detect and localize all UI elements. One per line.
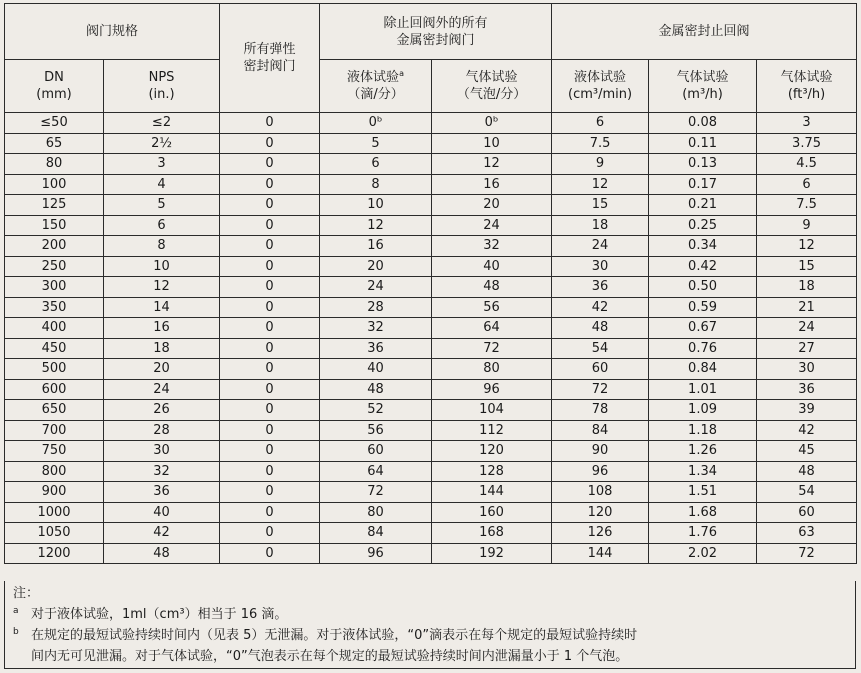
check-gas-ft3-cell: 45	[757, 441, 857, 462]
resilient-cell: 0	[220, 502, 320, 523]
check-gas-ft3-cell: 3	[757, 113, 857, 134]
nps-cell: 12	[104, 277, 220, 298]
dn-cell: 700	[5, 420, 104, 441]
gas-bubbles-cell: 192	[432, 543, 552, 564]
check-gas-m3-cell: 0.50	[649, 277, 757, 298]
check-gas-ft3-cell: 18	[757, 277, 857, 298]
table-row	[5, 379, 857, 400]
liquid-drops-cell: 80	[320, 502, 432, 523]
resilient-seal-line1: 所有弹性	[243, 42, 296, 57]
nps-cell: ≤2	[104, 113, 220, 134]
check-liquid-header	[552, 60, 649, 113]
resilient-cell: 0	[220, 113, 320, 134]
dn-cell: 750	[5, 441, 104, 462]
nps-cell: 14	[104, 297, 220, 318]
resilient-cell: 0	[220, 400, 320, 421]
check-liquid-cell: 9	[552, 154, 649, 175]
check-gas-ft3-cell: 60	[757, 502, 857, 523]
table-row	[5, 523, 857, 544]
dn-cell: 1000	[5, 502, 104, 523]
table-row	[5, 236, 857, 257]
table-row	[5, 113, 857, 134]
check-liquid-unit: (cm³/min)	[568, 87, 633, 102]
check-liquid-cell: 96	[552, 461, 649, 482]
dn-cell: 600	[5, 379, 104, 400]
dn-cell: 250	[5, 256, 104, 277]
check-liquid-cell: 144	[552, 543, 649, 564]
liquid-drops-cell: 84	[320, 523, 432, 544]
gas-bubbles-cell: 72	[432, 338, 552, 359]
dn-cell: 650	[5, 400, 104, 421]
nps-cell: 2½	[104, 133, 220, 154]
check-gas-m3-cell: 0.13	[649, 154, 757, 175]
gas-bubbles-cell: 168	[432, 523, 552, 544]
check-gas-ft3-unit: (ft³/h)	[787, 87, 826, 102]
table-row	[5, 297, 857, 318]
resilient-seal-header	[220, 4, 320, 113]
liquid-drops-cell: 10	[320, 195, 432, 216]
metal-check-valve-header: 金属密封止回阀	[552, 4, 857, 60]
check-gas-m3-cell: 0.08	[649, 113, 757, 134]
nps-header	[104, 60, 220, 113]
liquid-drops-cell: 72	[320, 482, 432, 503]
nps-cell: 20	[104, 359, 220, 380]
liquid-drops-cell: 12	[320, 215, 432, 236]
liquid-test-unit: （滴/分）	[347, 87, 404, 102]
nps-cell: 3	[104, 154, 220, 175]
table-row	[5, 318, 857, 339]
check-gas-ft3-cell: 54	[757, 482, 857, 503]
dn-header	[5, 60, 104, 113]
check-gas-m3-cell: 1.76	[649, 523, 757, 544]
dn-cell: 300	[5, 277, 104, 298]
table-header	[5, 4, 857, 113]
note-a	[13, 604, 847, 625]
dn-cell: 1200	[5, 543, 104, 564]
check-gas-m3-cell: 0.59	[649, 297, 757, 318]
table-row	[5, 256, 857, 277]
table-row	[5, 154, 857, 175]
check-gas-ft3-label: 气体试验	[780, 70, 833, 85]
check-gas-ft3-cell: 3.75	[757, 133, 857, 154]
check-liquid-cell: 30	[552, 256, 649, 277]
table-row	[5, 420, 857, 441]
check-gas-ft3-cell: 4.5	[757, 154, 857, 175]
check-gas-m3-cell: 2.02	[649, 543, 757, 564]
check-gas-m3-cell: 0.34	[649, 236, 757, 257]
note-b-text-line2: 间内无可见泄漏。对于气体试验，“0”气泡表示在每个规定的最短试验持续时间内泄漏量小于 1 个气泡。	[31, 649, 629, 664]
nps-cell: 10	[104, 256, 220, 277]
table-notes	[4, 581, 856, 669]
check-gas-ft3-cell: 36	[757, 379, 857, 400]
check-liquid-label: 液体试验	[574, 70, 627, 85]
nps-cell: 32	[104, 461, 220, 482]
check-gas-m3-cell: 1.01	[649, 379, 757, 400]
dn-cell: 800	[5, 461, 104, 482]
dn-cell: 900	[5, 482, 104, 503]
table-row	[5, 277, 857, 298]
liquid-drops-cell: 20	[320, 256, 432, 277]
check-liquid-cell: 78	[552, 400, 649, 421]
note-b-mark: b	[13, 627, 19, 637]
nps-cell: 5	[104, 195, 220, 216]
liquid-drops-cell: 56	[320, 420, 432, 441]
valve-spec-header: 阀门规格	[5, 4, 220, 60]
check-gas-m3-cell: 1.26	[649, 441, 757, 462]
liquid-test-label: 液体试验	[347, 70, 400, 85]
check-gas-m3-cell: 1.09	[649, 400, 757, 421]
table-row	[5, 482, 857, 503]
liquid-drops-cell: 96	[320, 543, 432, 564]
resilient-cell: 0	[220, 482, 320, 503]
check-liquid-cell: 108	[552, 482, 649, 503]
check-gas-m3-label: 气体试验	[676, 70, 729, 85]
liquid-test-line1	[320, 69, 431, 86]
dn-label: DN	[44, 70, 64, 85]
check-gas-m3-cell: 1.51	[649, 482, 757, 503]
resilient-cell: 0	[220, 256, 320, 277]
nps-cell: 16	[104, 318, 220, 339]
gas-bubbles-cell: 0ᵇ	[432, 113, 552, 134]
dn-cell: 125	[5, 195, 104, 216]
gas-bubbles-cell: 120	[432, 441, 552, 462]
nps-cell: 8	[104, 236, 220, 257]
nps-cell: 26	[104, 400, 220, 421]
resilient-cell: 0	[220, 133, 320, 154]
gas-bubbles-cell: 80	[432, 359, 552, 380]
dn-cell: 450	[5, 338, 104, 359]
gas-bubbles-cell: 40	[432, 256, 552, 277]
dn-cell: 1050	[5, 523, 104, 544]
note-b-text-line1: 在规定的最短试验持续时间内（见表 5）无泄漏。对于液体试验，“0”滴表示在每个规定的最短试验持续时	[31, 628, 638, 643]
table-row	[5, 543, 857, 564]
table-row	[5, 133, 857, 154]
check-gas-ft3-cell: 7.5	[757, 195, 857, 216]
resilient-cell: 0	[220, 420, 320, 441]
check-liquid-cell: 18	[552, 215, 649, 236]
metal-seal-header	[320, 4, 552, 60]
check-liquid-cell: 15	[552, 195, 649, 216]
liquid-drops-cell: 60	[320, 441, 432, 462]
check-gas-m3-cell: 0.21	[649, 195, 757, 216]
notes-title: 注：	[13, 586, 40, 601]
table-row	[5, 359, 857, 380]
liquid-drops-cell: 28	[320, 297, 432, 318]
dn-cell: 65	[5, 133, 104, 154]
table-row	[5, 195, 857, 216]
check-gas-ft3-cell: 21	[757, 297, 857, 318]
dn-cell: 500	[5, 359, 104, 380]
dn-cell: 80	[5, 154, 104, 175]
check-gas-ft3-cell: 12	[757, 236, 857, 257]
leakage-rate-table	[4, 3, 857, 564]
table-row	[5, 215, 857, 236]
check-liquid-cell: 72	[552, 379, 649, 400]
resilient-cell: 0	[220, 154, 320, 175]
gas-bubbles-cell: 96	[432, 379, 552, 400]
check-gas-m3-cell: 0.11	[649, 133, 757, 154]
liquid-drops-cell: 5	[320, 133, 432, 154]
check-liquid-cell: 84	[552, 420, 649, 441]
resilient-cell: 0	[220, 236, 320, 257]
check-gas-ft3-cell: 15	[757, 256, 857, 277]
resilient-cell: 0	[220, 359, 320, 380]
resilient-cell: 0	[220, 338, 320, 359]
check-gas-m3-cell: 0.17	[649, 174, 757, 195]
check-gas-ft3-cell: 42	[757, 420, 857, 441]
check-gas-m3-cell: 1.34	[649, 461, 757, 482]
gas-bubbles-cell: 160	[432, 502, 552, 523]
check-gas-ft3-header	[757, 60, 857, 113]
check-liquid-cell: 7.5	[552, 133, 649, 154]
dn-cell: 400	[5, 318, 104, 339]
check-liquid-cell: 42	[552, 297, 649, 318]
liquid-drops-cell: 24	[320, 277, 432, 298]
check-gas-ft3-cell: 9	[757, 215, 857, 236]
resilient-cell: 0	[220, 543, 320, 564]
check-gas-m3-cell: 0.25	[649, 215, 757, 236]
note-b	[13, 625, 847, 646]
nps-label: NPS	[148, 70, 175, 85]
nps-cell: 28	[104, 420, 220, 441]
check-liquid-cell: 48	[552, 318, 649, 339]
liquid-drops-cell: 40	[320, 359, 432, 380]
gas-bubbles-cell: 128	[432, 461, 552, 482]
check-gas-m3-header	[649, 60, 757, 113]
liquid-drops-cell: 36	[320, 338, 432, 359]
gas-bubbles-cell: 144	[432, 482, 552, 503]
check-liquid-cell: 90	[552, 441, 649, 462]
check-gas-ft3-cell: 27	[757, 338, 857, 359]
check-gas-ft3-cell: 72	[757, 543, 857, 564]
gas-test-label: 气体试验	[465, 70, 518, 85]
gas-bubbles-cell: 10	[432, 133, 552, 154]
nps-cell: 48	[104, 543, 220, 564]
gas-bubbles-cell: 112	[432, 420, 552, 441]
resilient-cell: 0	[220, 318, 320, 339]
resilient-cell: 0	[220, 461, 320, 482]
nps-cell: 42	[104, 523, 220, 544]
liquid-drops-cell: 8	[320, 174, 432, 195]
table-row	[5, 441, 857, 462]
liquid-drops-cell: 0ᵇ	[320, 113, 432, 134]
dn-cell: 100	[5, 174, 104, 195]
gas-bubbles-cell: 20	[432, 195, 552, 216]
check-gas-m3-cell: 1.68	[649, 502, 757, 523]
check-gas-ft3-cell: 48	[757, 461, 857, 482]
footnote-a-ref: a	[399, 69, 404, 78]
gas-bubbles-cell: 24	[432, 215, 552, 236]
check-gas-m3-unit: (m³/h)	[682, 87, 723, 102]
check-liquid-cell: 24	[552, 236, 649, 257]
gas-bubbles-cell: 64	[432, 318, 552, 339]
resilient-seal-line2: 密封阀门	[243, 59, 296, 74]
check-liquid-cell: 6	[552, 113, 649, 134]
check-gas-ft3-cell: 6	[757, 174, 857, 195]
check-liquid-cell: 12	[552, 174, 649, 195]
metal-seal-line2: 金属密封阀门	[396, 32, 475, 48]
nps-cell: 4	[104, 174, 220, 195]
resilient-cell: 0	[220, 523, 320, 544]
nps-unit: (in.)	[148, 87, 175, 102]
check-liquid-cell: 120	[552, 502, 649, 523]
dn-cell: 350	[5, 297, 104, 318]
dn-cell: 200	[5, 236, 104, 257]
liquid-drops-cell: 32	[320, 318, 432, 339]
nps-cell: 30	[104, 441, 220, 462]
gas-bubbles-cell: 12	[432, 154, 552, 175]
note-a-text: 对于液体试验，1ml（cm³）相当于 16 滴。	[31, 607, 288, 622]
resilient-cell: 0	[220, 215, 320, 236]
dn-cell: 150	[5, 215, 104, 236]
table-row	[5, 502, 857, 523]
table-body	[5, 113, 857, 564]
liquid-drops-cell: 64	[320, 461, 432, 482]
gas-test-unit: （气泡/分）	[456, 87, 527, 102]
resilient-cell: 0	[220, 297, 320, 318]
table-row	[5, 338, 857, 359]
gas-bubbles-cell: 56	[432, 297, 552, 318]
dn-cell: ≤50	[5, 113, 104, 134]
gas-test-header	[432, 60, 552, 113]
nps-cell: 24	[104, 379, 220, 400]
liquid-drops-cell: 16	[320, 236, 432, 257]
check-gas-m3-cell: 1.18	[649, 420, 757, 441]
check-liquid-cell: 36	[552, 277, 649, 298]
liquid-drops-cell: 48	[320, 379, 432, 400]
check-gas-m3-cell: 0.76	[649, 338, 757, 359]
gas-bubbles-cell: 48	[432, 277, 552, 298]
check-liquid-cell: 54	[552, 338, 649, 359]
resilient-cell: 0	[220, 379, 320, 400]
gas-bubbles-cell: 16	[432, 174, 552, 195]
nps-cell: 36	[104, 482, 220, 503]
nps-cell: 40	[104, 502, 220, 523]
check-gas-m3-cell: 0.42	[649, 256, 757, 277]
liquid-drops-cell: 52	[320, 400, 432, 421]
resilient-cell: 0	[220, 174, 320, 195]
note-a-mark: a	[13, 606, 19, 616]
nps-cell: 18	[104, 338, 220, 359]
table-row	[5, 174, 857, 195]
check-gas-ft3-cell: 63	[757, 523, 857, 544]
check-gas-ft3-cell: 30	[757, 359, 857, 380]
gas-bubbles-cell: 104	[432, 400, 552, 421]
liquid-test-header	[320, 60, 432, 113]
resilient-cell: 0	[220, 195, 320, 216]
table-row	[5, 461, 857, 482]
gas-bubbles-cell: 32	[432, 236, 552, 257]
table-row	[5, 400, 857, 421]
check-liquid-cell: 60	[552, 359, 649, 380]
check-gas-m3-cell: 0.84	[649, 359, 757, 380]
check-gas-ft3-cell: 24	[757, 318, 857, 339]
resilient-cell: 0	[220, 277, 320, 298]
metal-seal-line1: 除止回阀外的所有	[383, 15, 488, 31]
check-gas-m3-cell: 0.67	[649, 318, 757, 339]
nps-cell: 6	[104, 215, 220, 236]
liquid-drops-cell: 6	[320, 154, 432, 175]
check-gas-ft3-cell: 39	[757, 400, 857, 421]
dn-unit: (mm)	[36, 87, 72, 102]
resilient-cell: 0	[220, 441, 320, 462]
check-liquid-cell: 126	[552, 523, 649, 544]
